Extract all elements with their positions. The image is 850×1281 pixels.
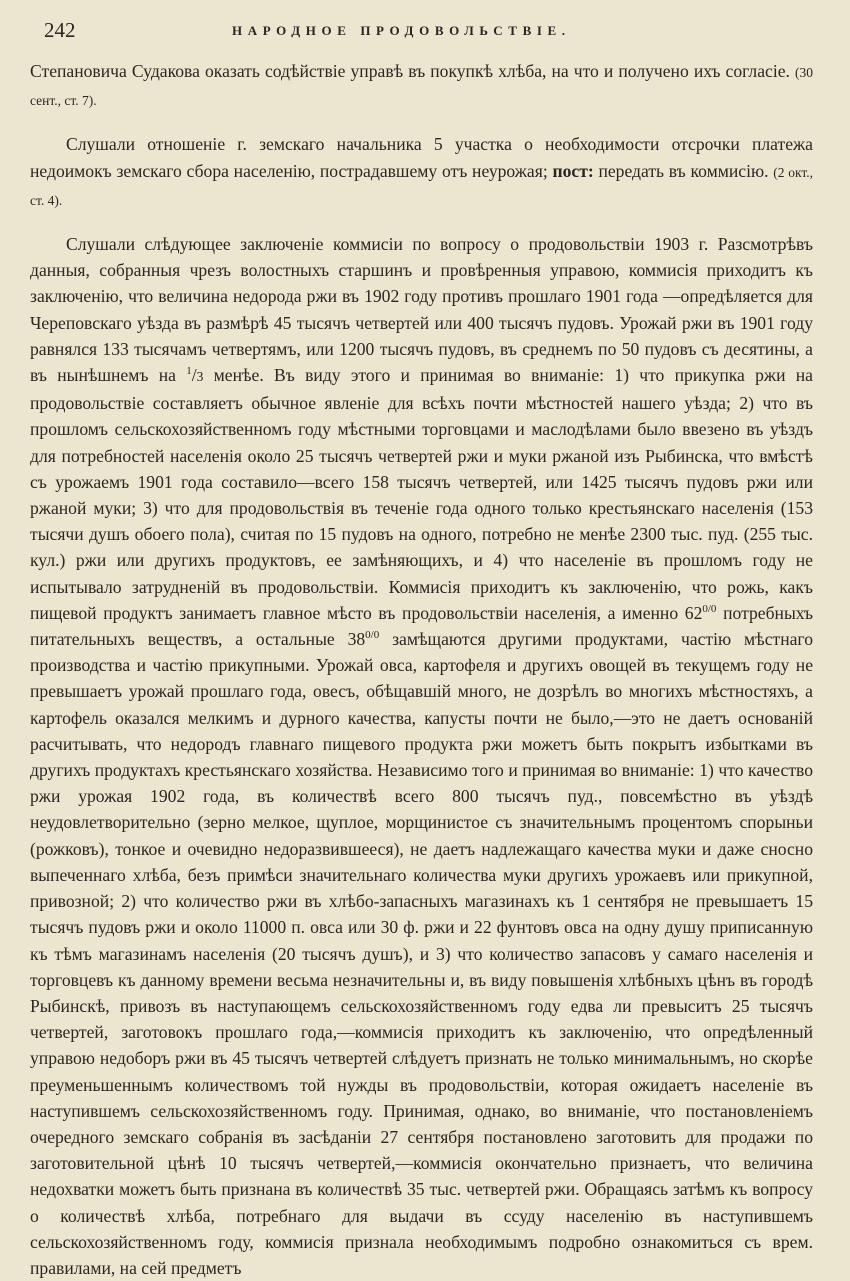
paragraph-1 [30,58,813,114]
paragraph-3-part-1: Слушали слѣдующее заключеніе коммисіи по вопросу о продовольствіи 1903 г. Разсмотрѣвъ данныя, собранныя чрезъ волостныхъ старшинъ и провѣренныя управою, коммисія приходитъ къ заключенію, что величина недорода ржи въ 1902 году противъ прошлаго 1901 года —опредѣляется для Череповскаго уѣзда въ размѣрѣ 45 тысячъ четвертей или 400 тысячъ пудовъ. Урожай ржи въ 1901 году равнялся 133 тысячамъ четвертямъ, или 1200 тысячъ пудовъ, въ среднемъ по 50 пудовъ съ десятины, а въ нынѣшнемъ на [30,234,813,386]
paragraph-3-part-4: замѣщаются другими продуктами, частію мѣстнаго производства и частію прикупными. Урожай овса, картофеля и другихъ овощей въ текущемъ году не превышаетъ урожай прошлаго года, овесъ, обѣщавшій много, не дозрѣлъ во многихъ мѣстностяхъ, а картофель оказался мелкимъ и дурного качества, капусты почти не было,—это не даетъ основаній расчитывать, что недородъ главнаго пищевого продукта ржи можетъ быть покрытъ избытками въ другихъ продуктахъ крестьянскаго хозяйства. Независимо того и принимая во вниманіе: 1) что качество ржи урожая 1902 года, въ количествѣ всего 800 тысячъ пуд., повсемѣстно въ уѣздѣ неудовлетворительно (зерно мелкое, щуплое, морщинистое съ значительнымъ процентомъ спорыньи (рожковъ), тонкое и очевидно недоразвившееся), не даетъ надлежащаго качества муки и даже сносно выпеченнаго хлѣба, безъ примѣси значительнаго количества муки другихъ урожаевъ или прикупной, привозной; 2) что количество ржи въ хлѣбо-запасныхъ магазинахъ къ 1 сентября не превышаетъ 15 тысячъ пудовъ ржи и около 11000 п. овса или 30 ф. ржи и 22 фунтовъ овса на одну душу приписанную къ тѣмъ магазинамъ населенія (20 тысячъ душъ), и 3) что количество запасовъ у самаго населенія и торговцевъ къ данному времени весьма незначительны и, въ виду повышенія хлѣбныхъ цѣнъ въ городѣ Рыбинскѣ, привозъ въ наступающемъ сельскохозяйственномъ году едва ли превыситъ 25 тысячъ четвертей, заготовокъ прошлаго года,—коммисія приходитъ къ заключенію, что опредѣленный управою недоборъ ржи въ 45 тысячъ четвертей слѣдуетъ признать не только минимальнымъ, но скорѣе преуменьшеннымъ количествомъ той нужды въ продовольствіи, которая ожидаетъ населеніе въ наступившемъ сельскохозяйственномъ году. Принимая, однако, во вниманіе, что постановленіемъ очередного земскаго собранія въ засѣданіи 27 сентября постановлено заготовить для продажи по заготовительной цѣнѣ 10 тысячъ четвертей,—коммисія окончательно признаетъ, что величина недохватки можетъ быть признана въ количествѣ 35 тыс. четвертей ржи. Обращаясь затѣмъ къ вопросу о количествѣ хлѣба, потребнаго для выдачи въ ссуду населенію въ наступившемъ сельскохозяйственномъ году, коммисія признала необходимымъ подробно ознакомиться съ врем. правилами, на сей предметъ [30,629,813,1278]
paragraph-3: Слушали слѣдующее заключеніе коммисіи по вопросу о продовольствіи 1903 г. Разсмотрѣвъ данныя, собранныя чрезъ волостныхъ старшинъ и провѣренныя управою, коммисія приходитъ къ заключенію, что величина недорода ржи въ 1902 году противъ прошлаго 1901 года —опредѣляется для Череповскаго уѣзда въ размѣрѣ 45 тысячъ четвертей или 400 тысячъ пудовъ. Урожай ржи въ 1901 году равнялся 133 тысячамъ четвертямъ, или 1200 тысячъ пудовъ, въ среднемъ по 50 пудовъ съ десятины, а въ нынѣшнемъ на $^1$/3 менѣе. Въ виду этого и принимая во вниманіе: 1) что прикупка ржи на продовольствіе составляетъ обычное явленіе для всѣхъ почти мѣстностей нашего уѣзда; 2) что въ прошломъ сельскохозяйственномъ году мѣстными торговцами и маслодѣлами было ввезено въ уѣздъ для потребностей населенія около 25 тысячъ четвертей ржи и муки ржаной изъ Рыбинска, что вмѣстѣ съ урожаемъ 1901 года составило—всего 158 тысячъ четвертей, или 1425 тысячъ пудовъ ржи или ржаной муки; 3) что для продовольствія въ теченіе года одного только крестьянскаго населенія (153 тысячи душъ обоего пола), считая по 15 пудовъ на одного, потребно не менѣе 2300 тыс. пуд. (255 тыс. кул.) ржи или другихъ продуктовъ, ее замѣняющихъ, и 4) что населеніе въ прошломъ году не испытывало затрудненій въ продовольствіи. Коммисія приходитъ къ заключенію, что рожь, какъ пищевой продуктъ занимаетъ главное мѣсто въ продовольствіи населенія, а именно $62^{0/0}$ потребныхъ питательныхъ веществъ, а остальные $38^{0/0}$ замѣщаются другими продуктами, частію мѣстнаго производства и частію прикупными. Урожай овса, картофеля и другихъ овощей въ текущемъ году не превышаетъ урожай прошлаго года, овесъ, обѣщавшій много, не дозрѣлъ во многихъ мѣстностяхъ, а картофель оказался мелкимъ и дурного качества, капусты почти не было,—это не даетъ основаній расчитывать, что недородъ главнаго пищевого продукта ржи можетъ быть покрытъ избытками въ другихъ продуктахъ крестьянскаго хозяйства. Независимо того и принимая во вниманіе: 1) что качество ржи урожая 1902 года, въ количествѣ всего 800 тысячъ пуд., повсемѣстно въ уѣздѣ неудовлетворительно (зерно мелкое, щуплое, морщинистое съ значительнымъ процентомъ спорыньи (рожковъ), тонкое и очевидно недоразвившееся), не даетъ надлежащаго качества муки и даже сносно выпеченнаго хлѣба, безъ примѣси значительнаго количества муки другихъ урожаевъ или прикупной, привозной; 2) что количество ржи въ хлѣбо-запасныхъ магазинахъ къ 1 сентября не превышаетъ 15 тысячъ пудовъ ржи и около 11000 п. овса или 30 ф. ржи и 22 фунтовъ овса на одну душу приписанную къ тѣмъ магазинамъ населенія (20 тысячъ душъ), и 3) что количество запасовъ у самаго населенія и торговцевъ къ данному времени весьма незначительны и, въ виду повышенія хлѣбныхъ цѣнъ въ городѣ Рыбинскѣ, привозъ въ наступающемъ сельскохозяйственномъ году едва ли превыситъ 25 тысячъ четвертей, заготовокъ прошлаго года,—коммисія приходитъ къ заключенію, что опредѣленный управою недоборъ ржи въ 45 тысячъ четвертей слѣдуетъ признать не только минимальнымъ, но скорѣе преуменьшеннымъ количествомъ той нужды въ продовольствіи, которая ожидаетъ населеніе въ наступившемъ сельскохозяйственномъ году. Принимая, однако, во вниманіе, что постановленіемъ очередного земскаго собранія въ засѣданіи 27 сентября постановлено заготовить для продажи по заготовительной цѣнѣ 10 тысячъ четвертей,—коммисія окончательно признаетъ, что величина недохватки можетъ быть признана въ количествѣ 35 тыс. четвертей ржи. Обращаясь затѣмъ къ вопросу о количествѣ хлѣба, потребнаго для выдачи въ ссуду населенію въ наступившемъ сельскохозяйственномъ году, коммисія признала необходимымъ подробно ознакомиться съ врем. правилами, на сей предметъ [30,234,813,1278]
fraction-numerator: 1 [186,365,192,378]
paragraph-2-resolution: передать въ коммисію. [598,160,769,181]
paragraph-3-part-3: потребныхъ питательныхъ веществъ, а остальные 38 [30,602,813,650]
page-header [44,18,810,48]
body-text [30,58,813,1281]
running-title: НАРОДНОЕ ПРОДОВОЛЬСТВІЕ. [232,23,571,38]
paragraph-2-reference: (2 окт., ст. 4). [30,164,813,208]
fraction-denominator: 3 [196,369,204,385]
paragraph-2-text: Слушали отношеніе г. земскаго начальника 5 участка о необходимости отсрочки платежа недоимокъ земскаго сбора населенію, пострадавшему отъ неурожая; [30,134,813,181]
resolution-label: пост: [552,160,594,181]
paragraph-1-text: Степановича Судакова оказать содѣйствіе управѣ въ покупкѣ хлѣба, на что и получено ихъ согласіе. [30,61,790,81]
percent-sign-1: 0/0 [702,603,717,615]
paragraph-1-reference: (30 сент., ст. 7). [30,65,813,109]
percent-sign-2: 0/0 [365,629,380,642]
page-number: 242 [44,18,76,42]
paragraph-3-part-2: менѣе. Въ виду этого и принимая во вниманіе: 1) что прикупка ржи на продовольствіе составляетъ обычное явленіе для всѣхъ почти мѣстностей нашего уѣзда; 2) что въ прошломъ сельскохозяйственномъ году мѣстными торговцами и маслодѣлами было ввезено въ уѣздъ для потребностей населенія около 25 тысячъ четвертей ржи и муки ржаной изъ Рыбинска, что вмѣстѣ съ урожаемъ 1901 года составило—всего 158 тысячъ четвертей, или 1425 тысячъ пудовъ ржи или ржаной муки; 3) что для продовольствія въ теченіе года одного только крестьянскаго населенія (153 тысячи душъ обоего пола), считая по 15 пудовъ на одного, потребно не менѣе 2300 тыс. пуд. (255 тыс. кул.) ржи или другихъ продуктовъ, ее замѣняющихъ, и 4) что населеніе въ прошломъ году не испытывало затрудненій въ продовольствіи. Коммисія приходитъ къ заключенію, что рожь, какъ пищевой продуктъ занимаетъ главное мѣсто въ продовольствіи населенія, а именно 62 [30,365,813,623]
paragraph-2 [30,131,813,214]
